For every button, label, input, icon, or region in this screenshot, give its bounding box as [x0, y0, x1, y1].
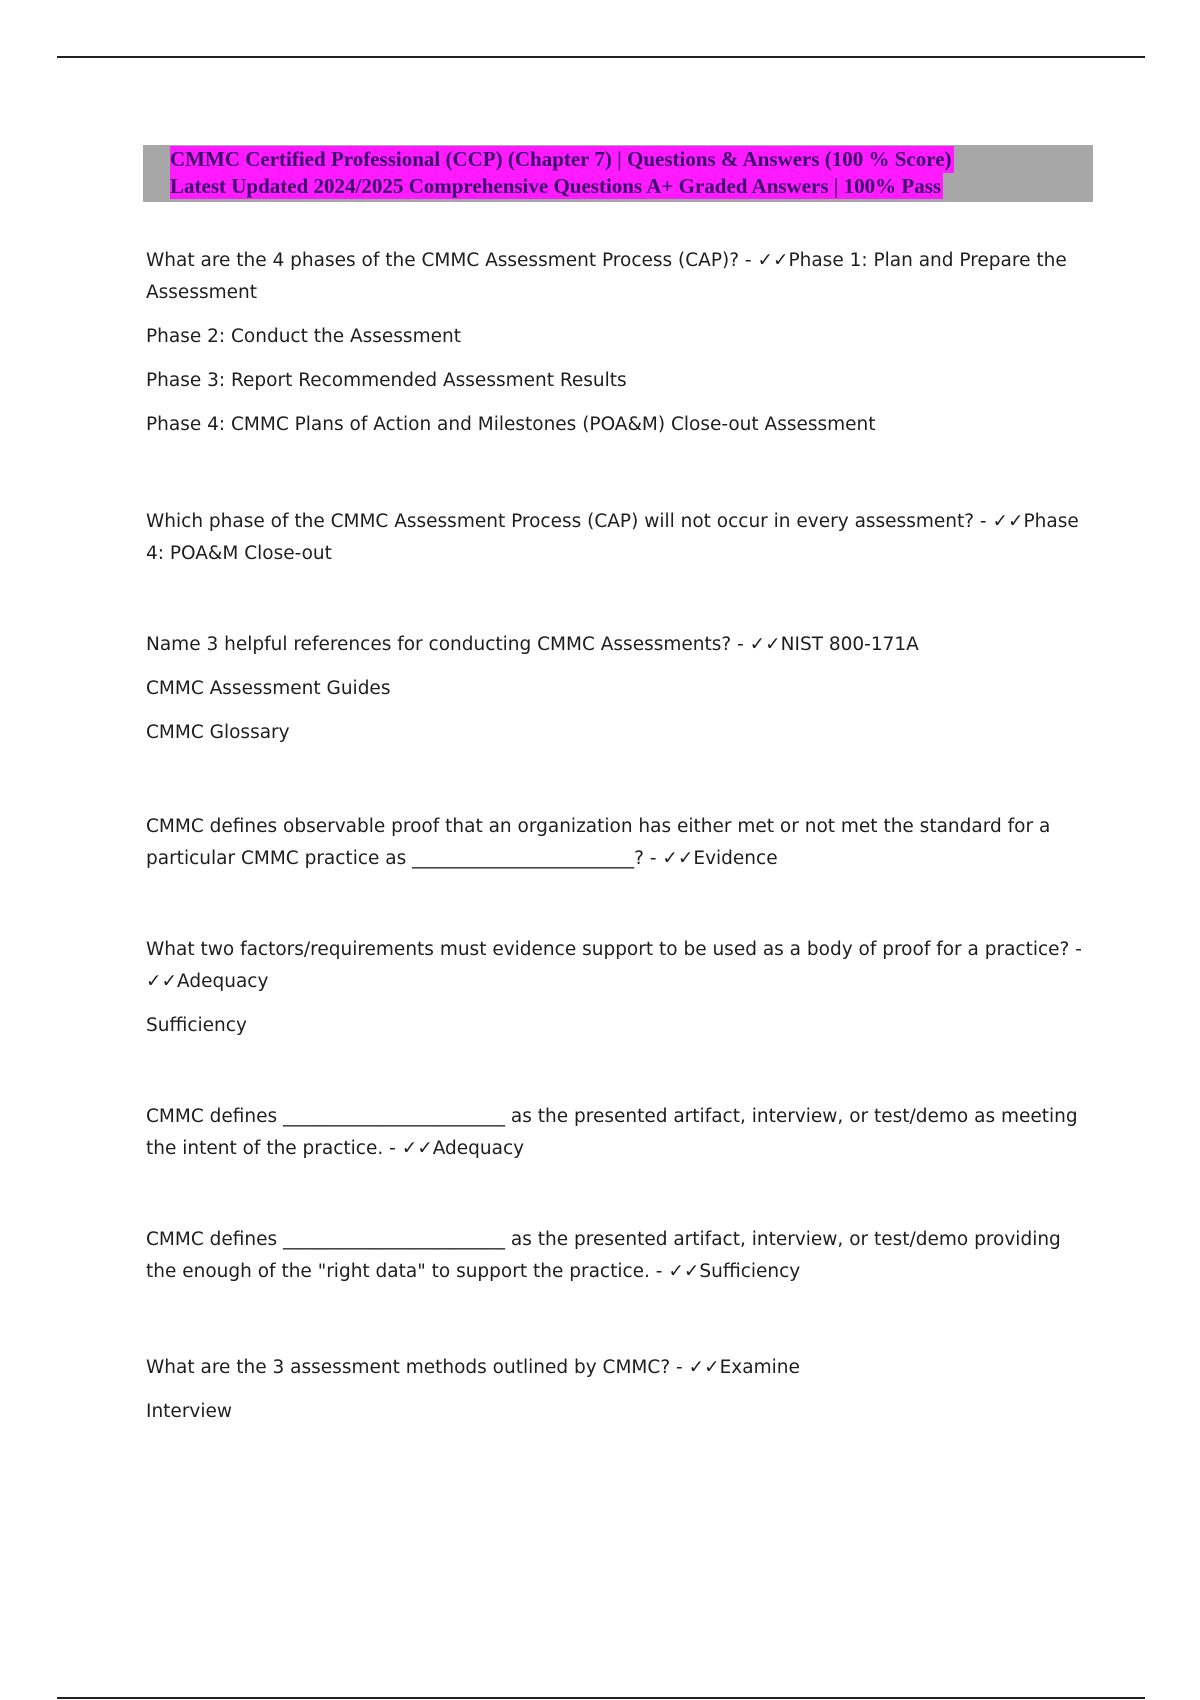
check-icon: ✓✓ — [688, 1357, 720, 1378]
qa-item-6 — [146, 1101, 1086, 1177]
answer: Evidence — [693, 848, 778, 869]
check-icon: ✓✓ — [146, 971, 178, 992]
answer-line: Sufficiency — [146, 1015, 247, 1036]
question: CMMC defines ________________________ as the presented artifact, interview, or test/demo providing the enough of the "right data" to support the practice. - ✓✓Sufficiency — [146, 1229, 1061, 1282]
check-icon: ✓✓ — [662, 848, 694, 869]
answer: Phase 4: POA&M Close-out — [146, 511, 1079, 564]
title-line-2: Latest Updated 2024/2025 Comprehensive Questions A+ Graded Answers | 100% Pass — [170, 173, 942, 198]
answer-line: Phase 4: CMMC Plans of Action and Milestones (POA&M) Close-out Assessment — [146, 414, 876, 435]
answer: Phase 1: Plan and Prepare the Assessment — [146, 250, 1067, 303]
document-title — [170, 146, 954, 199]
answer-line: CMMC Glossary — [146, 722, 290, 743]
qa-item-4 — [146, 811, 1086, 887]
answer-line: Phase 3: Report Recommended Assessment Results — [146, 370, 627, 391]
bottom-rule — [57, 1697, 1145, 1699]
check-icon: ✓✓ — [992, 511, 1024, 532]
check-icon: ✓✓ — [749, 634, 781, 655]
check-icon: ✓✓ — [668, 1261, 700, 1282]
qa-item-1 — [146, 245, 1086, 453]
question: Name 3 helpful references for conducting CMMC Assessments? - ✓✓NIST 800-171A — [146, 634, 919, 655]
question: What are the 3 assessment methods outlined by CMMC? - ✓✓Examine — [146, 1357, 800, 1378]
question: CMMC defines ________________________ as the presented artifact, interview, or test/demo as meeting the intent of the practice. - ✓✓Adequacy — [146, 1106, 1078, 1159]
qa-item-8 — [146, 1352, 1086, 1440]
qa-item-2 — [146, 506, 1086, 582]
qa-item-3 — [146, 629, 1086, 761]
answer-line: Phase 2: Conduct the Assessment — [146, 326, 461, 347]
answer-line: CMMC Assessment Guides — [146, 678, 391, 699]
answer: Adequacy — [432, 1138, 525, 1159]
check-icon: ✓✓ — [401, 1138, 433, 1159]
answer: Examine — [719, 1357, 800, 1378]
answer: Adequacy — [177, 971, 269, 992]
answer: NIST 800-171A — [780, 634, 919, 655]
title-line-1: CMMC Certified Professional (CCP) (Chapter 7) | Questions & Answers (100 % Score) — [170, 147, 952, 171]
top-rule — [57, 56, 1145, 58]
question: Which phase of the CMMC Assessment Process (CAP) will not occur in every assessment? - ✓✓Phase 4: POA&M Close-out — [146, 511, 1079, 564]
qa-item-7 — [146, 1224, 1086, 1300]
qa-item-5 — [146, 934, 1086, 1054]
question: CMMC defines observable proof that an organization has either met or not met the standard for a particular CMMC practice as ________________________? - ✓✓Evidence — [146, 816, 1051, 869]
check-icon: ✓✓ — [757, 250, 789, 271]
question: What are the 4 phases of the CMMC Assessment Process (CAP)? - ✓✓Phase 1: Plan and Prepare the Assessment — [146, 250, 1067, 303]
answer: Sufficiency — [699, 1261, 801, 1282]
answer-line: Interview — [146, 1401, 233, 1422]
question: What two factors/requirements must evidence support to be used as a body of proof for a practice? - ✓✓Adequacy — [146, 939, 1082, 992]
